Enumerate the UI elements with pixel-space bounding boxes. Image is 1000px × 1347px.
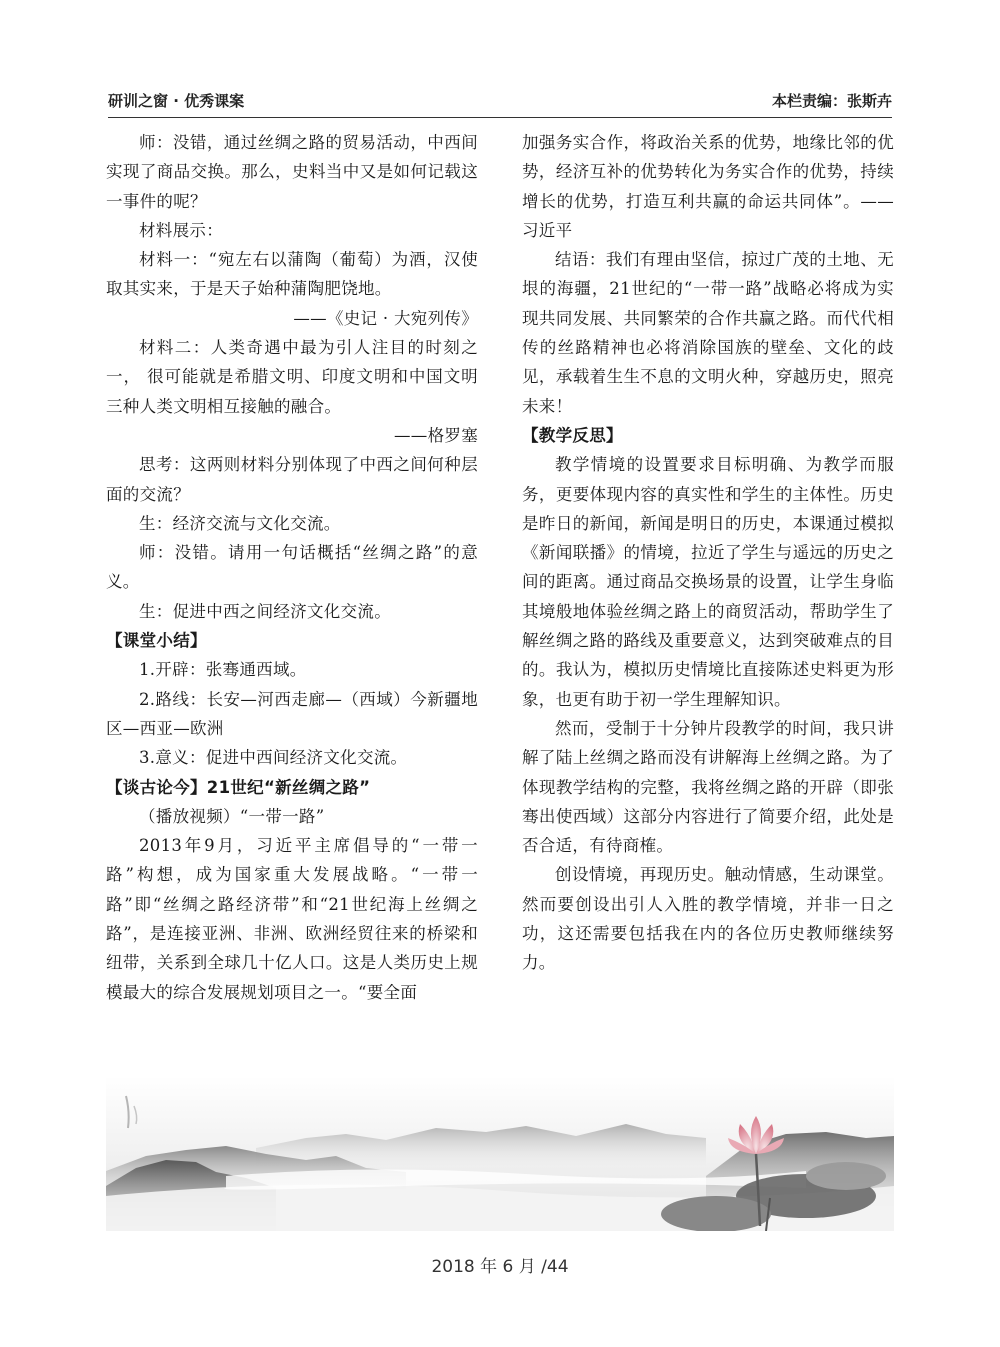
section-heading: 【谈古论今】21世纪“新丝绸之路” <box>106 777 371 797</box>
paragraph: 材料展示： <box>139 220 223 240</box>
paragraph: （播放视频）“一带一路” <box>139 806 325 826</box>
list-item: 3.意义：促进中西间经济文化交流。 <box>139 748 408 768</box>
column-editor: 本栏责编：张斯卉 <box>771 92 892 110</box>
page-header <box>108 88 892 118</box>
paragraph: 生：经济交流与文化交流。 <box>139 513 341 533</box>
left-column <box>106 128 478 1007</box>
landscape-painting <box>106 1076 894 1231</box>
section-heading: 【教学反思】 <box>522 425 623 445</box>
paragraph: 然而，受制于十分钟片段教学的时间，我只讲解了陆上丝绸之路而没有讲解海上丝绸之路。为了体现教学结构的完整，我将丝绸之路的开辟（即张骞出使西域）这部分内容进行了简要介绍，此处是否合适，有待商榷。 <box>522 718 894 856</box>
paragraph: 师：没错。请用一句话概括“丝绸之路”的意义。 <box>106 543 478 592</box>
list-item: 2.路线：长安—河西走廊—（西域）今新疆地区—西亚—欧洲 <box>106 689 478 738</box>
paragraph: 生：促进中西之间经济文化交流。 <box>139 601 391 621</box>
quote: 材料一：“宛左右以蒲陶（葡萄）为酒，汉使取其实来，于是天子始种蒲陶肥饶地。 <box>106 250 478 299</box>
quote-source: ——《史记 · 大宛列传》 <box>293 308 478 328</box>
paragraph: 加强务实合作，将政治关系的优势，地缘比邻的优势，经济互补的优势转化为务实合作的优势，持续增长的优势，打造互利共赢的命运共同体”。——习近平 <box>522 133 894 240</box>
right-column <box>522 128 894 978</box>
section-heading: 【课堂小结】 <box>106 631 207 651</box>
paragraph: 师：没错，通过丝绸之路的贸易活动，中西间实现了商品交换。那么，史料当中又是如何记载这一事件的呢？ <box>106 133 478 211</box>
ink-landscape-banner <box>106 1076 894 1231</box>
quote-source: ——格罗塞 <box>394 425 478 445</box>
paragraph: 教学情境的设置要求目标明确、为教学而服务，更要体现内容的真实性和学生的主体性。历史是昨日的新闻，新闻是明日的历史，本课通过模拟《新闻联播》的情境，拉近了学生与遥远的历史之间的距离。通过商品交换场景的设置，让学生身临其境般地体验丝绸之路上的商贸活动，帮助学生了解丝绸之路的路线及重要意义，达到突破难点的目的。我认为，模拟历史情境比直接陈述史料更为形象，也更有助于初一学生理解知识。 <box>522 455 894 709</box>
paragraph: 结语：我们有理由坚信，掠过广茂的土地、无垠的海疆，21世纪的“一带一路”战略必将成为实现共同发展、共同繁荣的合作共赢之路。而代代相传的丝路精神也必将消除国族的壁垒、文化的歧见，承载着生生不息的文明火种，穿越历史，照亮未来！ <box>522 250 894 416</box>
column-title: 研训之窗 · 优秀课案 <box>108 92 245 110</box>
page-footer: 2018 年 6 月 /44 <box>431 1257 569 1277</box>
list-item: 1.开辟：张骞通西域。 <box>139 660 307 680</box>
quote: 材料二：人类奇遇中最为引人注目的时刻之一， 很可能就是希腊文明、印度文明和中国文明三种人类文明相互接触的融合。 <box>106 338 478 416</box>
paragraph: 创设情境，再现历史。触动情感，生动课堂。然而要创设出引人入胜的教学情境，并非一日之功，这还需要包括我在内的各位历史教师继续努力。 <box>522 865 894 973</box>
paragraph: 思考：这两则材料分别体现了中西之间何种层面的交流？ <box>106 455 478 504</box>
paragraph: 2013年9月，习近平主席倡导的“一带一路”构想，成为国家重大发展战略。“一带一路”即“丝绸之路经济带”和“21世纪海上丝绸之路”，是连接亚洲、非洲、欧洲经贸往来的桥梁和纽带，关系到全球几十亿人口。这是人类历史上规模最大的综合发展规划项目之一。“要全面 <box>106 836 478 1002</box>
